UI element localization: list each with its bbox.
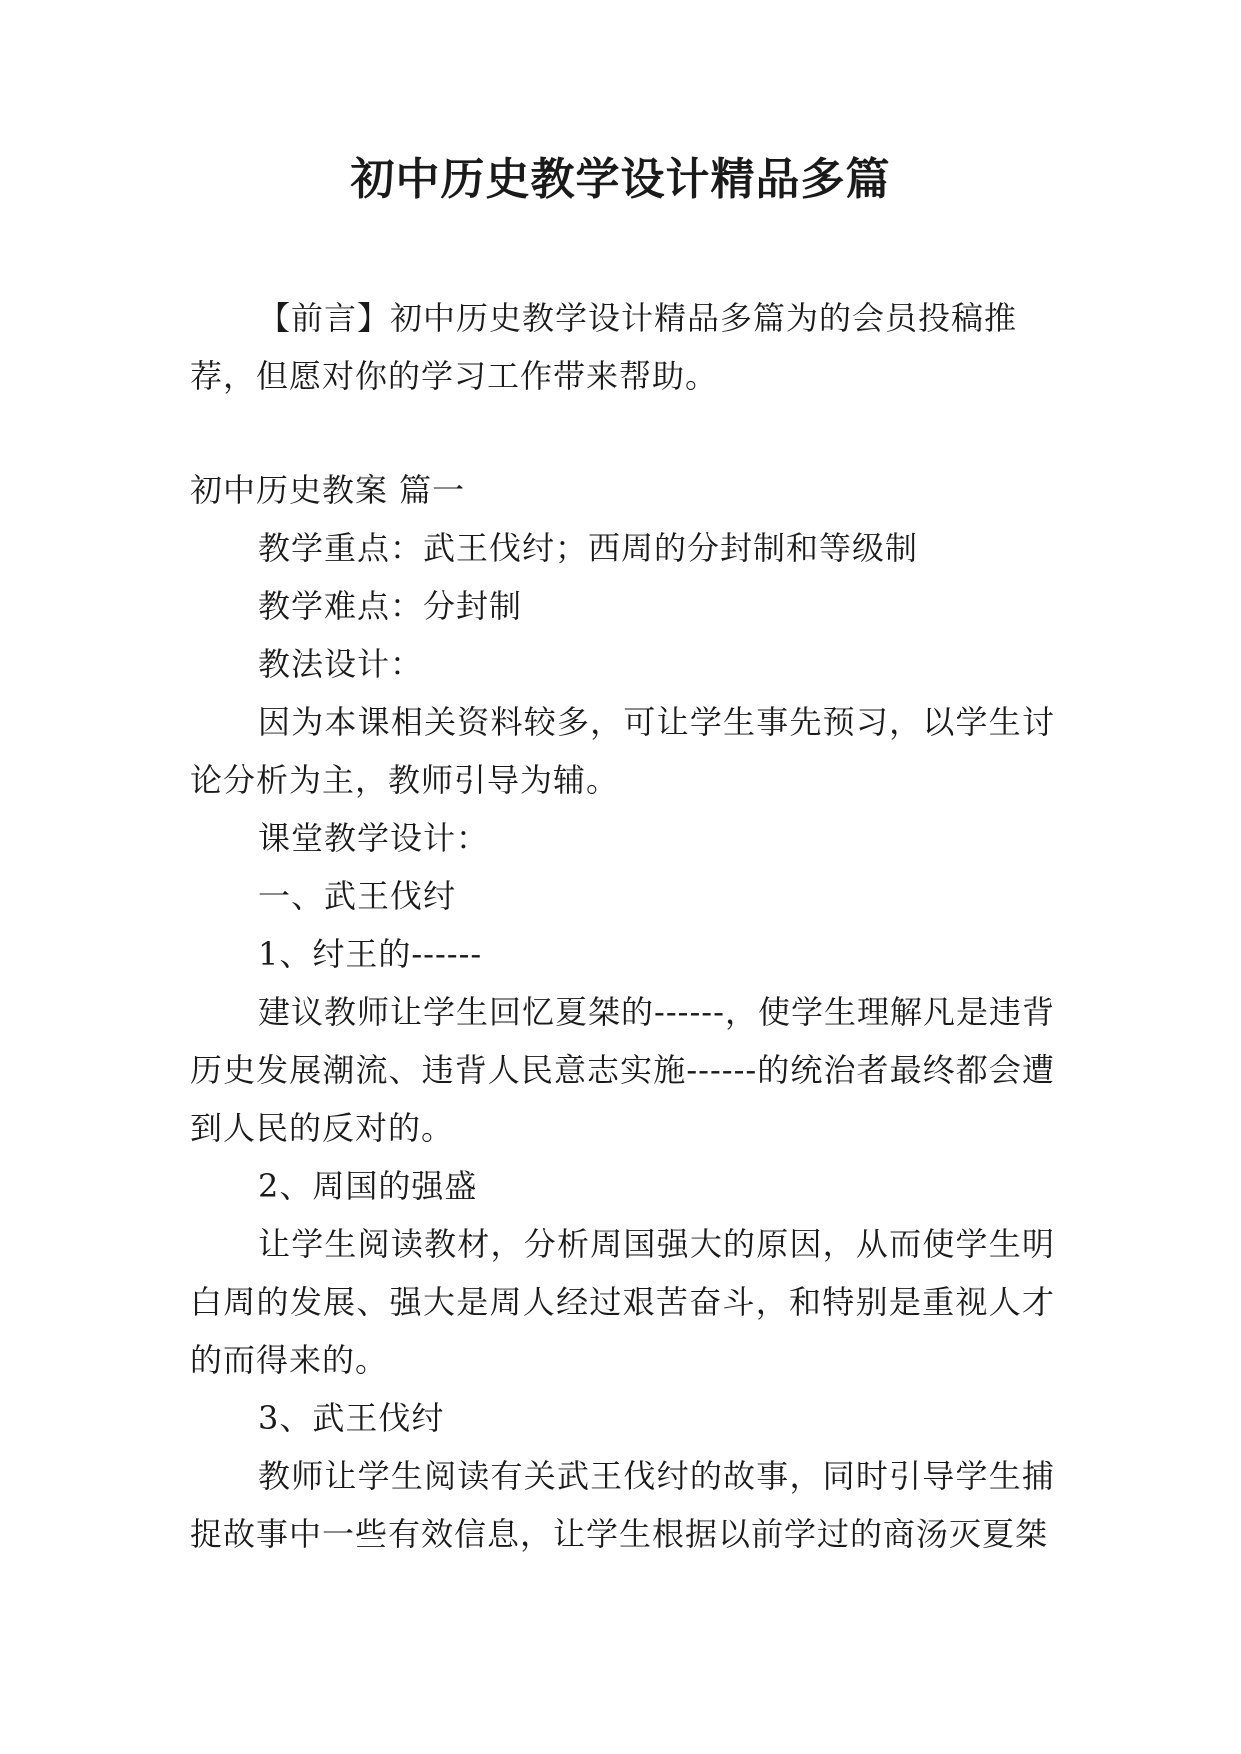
paragraph: 教师让学生阅读有关武王伐纣的故事，同时引导学生捕捉故事中一些有效信息，让学生根据以前学过的商汤灭夏桀 <box>190 1457 1055 1553</box>
paragraph: 因为本课相关资料较多，可让学生事先预习，以学生讨论分析为主，教师引导为辅。 <box>190 703 1055 799</box>
document-body <box>190 461 1055 1563</box>
paragraph: 课堂教学设计： <box>258 819 490 857</box>
paragraph: 让学生阅读教材，分析周国强大的原因，从而使学生明白周的发展、强大是周人经过艰苦奋斗，和特别是重视人才的而得来的。 <box>190 1225 1055 1379</box>
paragraph: 建议教师让学生回忆夏桀的------，使学生理解凡是违背历史发展潮流、违背人民意志实施------的统治者最终都会遭到人民的反对的。 <box>190 993 1055 1147</box>
paragraph: 1、纣王的------ <box>258 935 483 973</box>
section-heading: 初中历史教案 篇一 <box>190 471 466 509</box>
paragraph: 教学难点：分封制 <box>258 587 523 625</box>
document-title: 初中历史教学设计精品多篇 <box>350 154 891 205</box>
paragraph: 教学重点：武王伐纣；西周的分封制和等级制 <box>258 529 919 567</box>
paragraph: 教法设计： <box>258 645 424 683</box>
paragraph: 一、武王伐纣 <box>258 877 457 915</box>
paragraph: 2、周国的强盛 <box>258 1167 478 1205</box>
paragraph: 3、武王伐纣 <box>258 1399 445 1437</box>
preface-paragraph: 【前言】初中历史教学设计精品多篇为的会员投稿推荐，但愿对你的学习工作带来帮助。 <box>190 299 1018 395</box>
